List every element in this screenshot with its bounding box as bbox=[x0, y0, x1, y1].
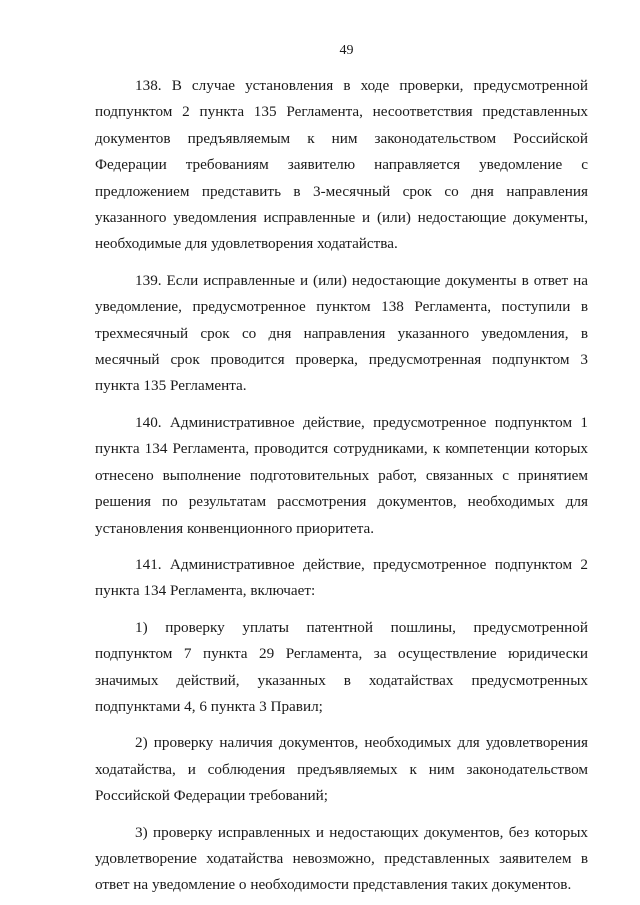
paragraph-138: 138. В случае установления в ходе проверки, предусмотренной подпунктом 2 пункта 135 Регламента, несоответствия представленных документов предъявляемым к ним законодательством Российской Федерации требованиям заявителю направляется уведомление с предложением представить в 3-месячный срок со дня направления указанного уведомления исправленные и (или) недостающие документы, необходимые для удовлетворения ходатайства. bbox=[95, 77, 588, 253]
paragraph-141: 141. Административное действие, предусмотренное подпунктом 2 пункта 134 Регламента, включает: bbox=[95, 555, 588, 600]
list-item-3: 3) проверку исправленных и недостающих документов, без которых удовлетворение ходатайства невозможно, представленных заявителем в ответ на уведомление о необходимости представления таких документов. bbox=[95, 823, 588, 894]
list-item-2: 2) проверку наличия документов, необходимых для удовлетворения ходатайства, и соблюдения предъявляемых к ним законодательством Российской Федерации требований; bbox=[95, 734, 588, 805]
paragraph-139: 139. Если исправленные и (или) недостающие документы в ответ на уведомление, предусмотренное пунктом 138 Регламента, поступили в трехмесячный срок со дня направления указанного уведомления, в месячный срок проводится проверка, предусмотренная подпунктом 3 пункта 135 Регламента. bbox=[95, 271, 588, 395]
paragraph-140: 140. Административное действие, предусмотренное подпунктом 1 пункта 134 Регламента, проводится сотрудниками, к компетенции которых отнесено выполнение подготовительных работ, связанных с принятием решения по результатам рассмотрения документов, необходимых для установления конвенционного приоритета. bbox=[95, 413, 588, 537]
page-number: 49 bbox=[339, 43, 354, 58]
list-item-1: 1) проверку уплаты патентной пошлины, предусмотренной подпунктом 7 пункта 29 Регламента, за осуществление юридически значимых действий, указанных в ходатайствах предусмотренных подпунктами 4, 6 пункта 3 Правил; bbox=[95, 618, 588, 715]
